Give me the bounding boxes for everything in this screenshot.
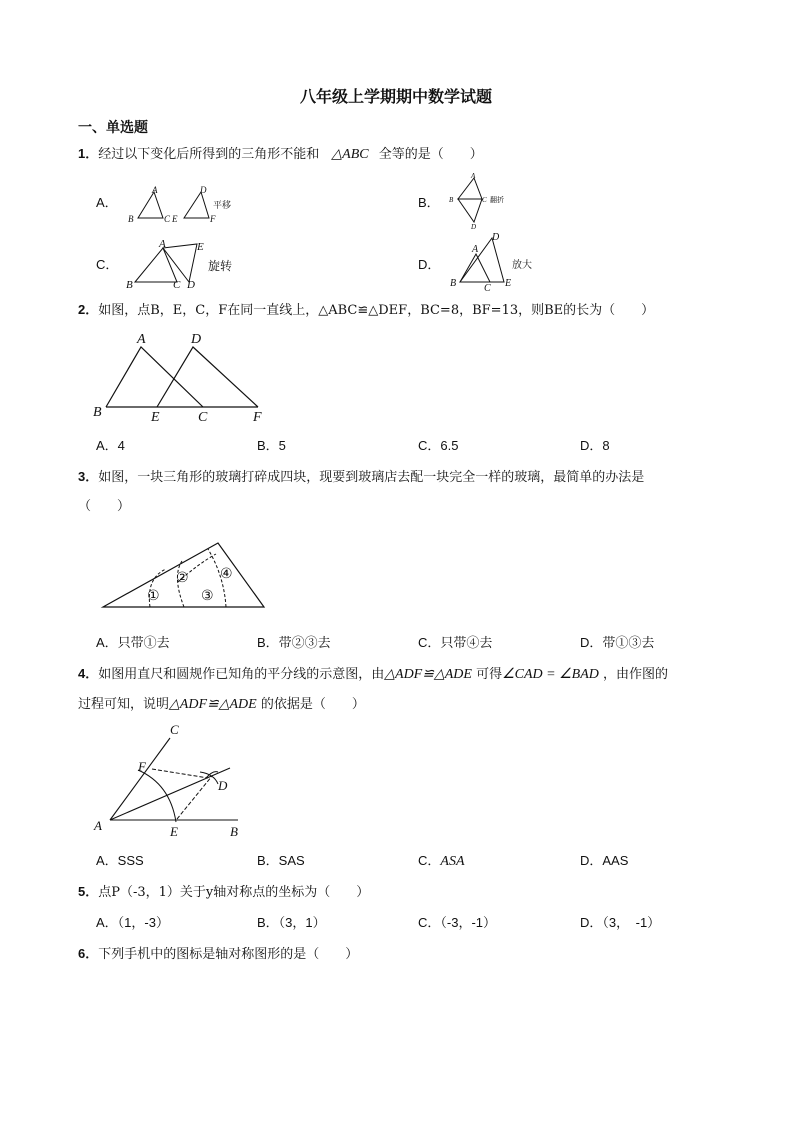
option-d: D．8 (580, 438, 610, 453)
section-heading: 一、单选题 (78, 120, 148, 136)
question-text-2: 全等的是（ ） (378, 147, 483, 162)
svg-text:F: F (138, 759, 146, 774)
question-number: 1． (78, 146, 99, 161)
question-text-2: 可得 (476, 667, 503, 682)
math-expression: ASA (440, 854, 465, 869)
question-3 (78, 469, 644, 486)
svg-text:B: B (449, 196, 454, 204)
svg-text:A: A (472, 244, 479, 255)
svg-text:D: D (191, 332, 202, 347)
svg-text:C: C (198, 410, 208, 425)
svg-text:D: D (492, 232, 500, 243)
svg-text:B: B (93, 405, 102, 420)
option-d: D．带①③去 (580, 635, 655, 650)
question-text: 如图，一块三角形的玻璃打碎成四块，现要到玻璃店去配一块完全一样的玻璃，最简单的办法是 (98, 470, 645, 485)
question-number: 5． (78, 884, 99, 899)
page-title: 八年级上学期期中数学试题 (300, 87, 493, 106)
question-4 (78, 666, 668, 683)
figure-translation (124, 184, 254, 228)
option-d: D．AAS (580, 853, 629, 868)
option-b: B．SAS (257, 853, 305, 868)
svg-text:B: B (450, 278, 457, 289)
question-number: 4． (78, 666, 99, 681)
question-text-2: 的依据是（ ） (260, 697, 365, 712)
piece-4: ④ (220, 566, 233, 582)
svg-text:C: C (170, 722, 179, 737)
figure-angle-bisector (90, 718, 250, 842)
piece-3: ③ (201, 588, 214, 604)
math-expression: △ABC (331, 147, 369, 162)
question-4-line-2 (78, 697, 365, 713)
piece-1: ① (147, 588, 160, 604)
option-d: D．（3， -1） (580, 915, 661, 930)
option-b: B．5 (257, 438, 286, 453)
figure-caption: 旋转 (208, 259, 233, 273)
question-number: 2． (78, 302, 99, 317)
option-c: C．只带④去 (418, 635, 493, 650)
figure-caption: 放大 (512, 260, 532, 271)
svg-text:D: D (471, 223, 477, 231)
svg-text:C: C (173, 279, 181, 291)
svg-text:A: A (471, 172, 476, 180)
label-f: F (210, 214, 216, 224)
question-3-blank: （ ） (78, 499, 131, 514)
option-b: B．（3，1） (257, 915, 326, 930)
svg-text:E: E (151, 410, 160, 425)
svg-text:D: D (187, 279, 195, 291)
question-number: 6． (78, 946, 99, 961)
question-text: 下列手机中的图标是轴对称图形的是（ ） (98, 947, 359, 962)
option-a-label: A． (96, 195, 118, 210)
label-c: C (164, 214, 171, 224)
label-d: D (200, 185, 207, 195)
svg-text:C: C (484, 283, 491, 294)
option-a: A．只带①去 (96, 635, 170, 650)
svg-text:A: A (94, 818, 102, 833)
svg-text:B: B (126, 279, 133, 291)
label-e: E (172, 214, 178, 224)
svg-text:C: C (482, 196, 487, 204)
question-text-3: ，由作图的 (603, 667, 669, 682)
figure-caption: 翻折 (490, 196, 504, 204)
figure-q2-triangles (90, 330, 280, 426)
math-expression: ∠CAD = ∠BAD (502, 667, 599, 682)
question-text: 如图用直尺和圆规作已知角的平分线的示意图，由 (98, 667, 385, 682)
option-a: A．（1，-3） (96, 915, 169, 930)
question-1 (78, 146, 483, 163)
svg-text:A: A (137, 332, 146, 347)
svg-text:D: D (218, 778, 228, 793)
option-c-label: C． (96, 257, 119, 272)
svg-text:E: E (505, 278, 512, 289)
option-c: C．ASA (418, 853, 465, 869)
piece-2: ② (176, 570, 189, 586)
option-d-label: D． (418, 257, 441, 272)
math-expression: △ADF≌△ADE (169, 697, 257, 712)
svg-text:A: A (159, 238, 166, 250)
option-a: A．4 (96, 438, 125, 453)
question-5 (78, 884, 369, 901)
option-a: A．SSS (96, 853, 144, 868)
question-text: 点P（-3，1）关于y轴对称点的坐标为（ ） (98, 885, 370, 900)
svg-text:E: E (170, 824, 178, 839)
figure-broken-glass (98, 536, 270, 612)
figure-rotation (124, 236, 244, 292)
option-b: B．带②③去 (257, 635, 331, 650)
svg-text:F: F (253, 410, 262, 425)
svg-text:B: B (230, 824, 238, 839)
question-number: 3． (78, 469, 99, 484)
figure-enlargement (448, 230, 548, 292)
option-c: C．6.5 (418, 438, 459, 453)
figure-caption: 平移 (213, 201, 232, 211)
question-text: 经过以下变化后所得到的三角形不能和 (98, 147, 320, 162)
figure-fold (444, 172, 524, 232)
svg-text:E: E (197, 241, 204, 253)
label-b: B (128, 214, 134, 224)
option-b-label: B． (418, 195, 440, 210)
question-text: 如图，点B，E，C，F在同一直线上，△ABC≌△DEF，BC=8，BF=13，则BE的长为（ ） (98, 303, 655, 318)
label-a: A (152, 185, 158, 195)
math-expression: △ADF≌△ADE (384, 667, 472, 682)
question-2 (78, 302, 654, 319)
question-text: 过程可知，说明 (78, 697, 170, 712)
option-c: C．（-3，-1） (418, 915, 497, 930)
question-6 (78, 946, 358, 963)
